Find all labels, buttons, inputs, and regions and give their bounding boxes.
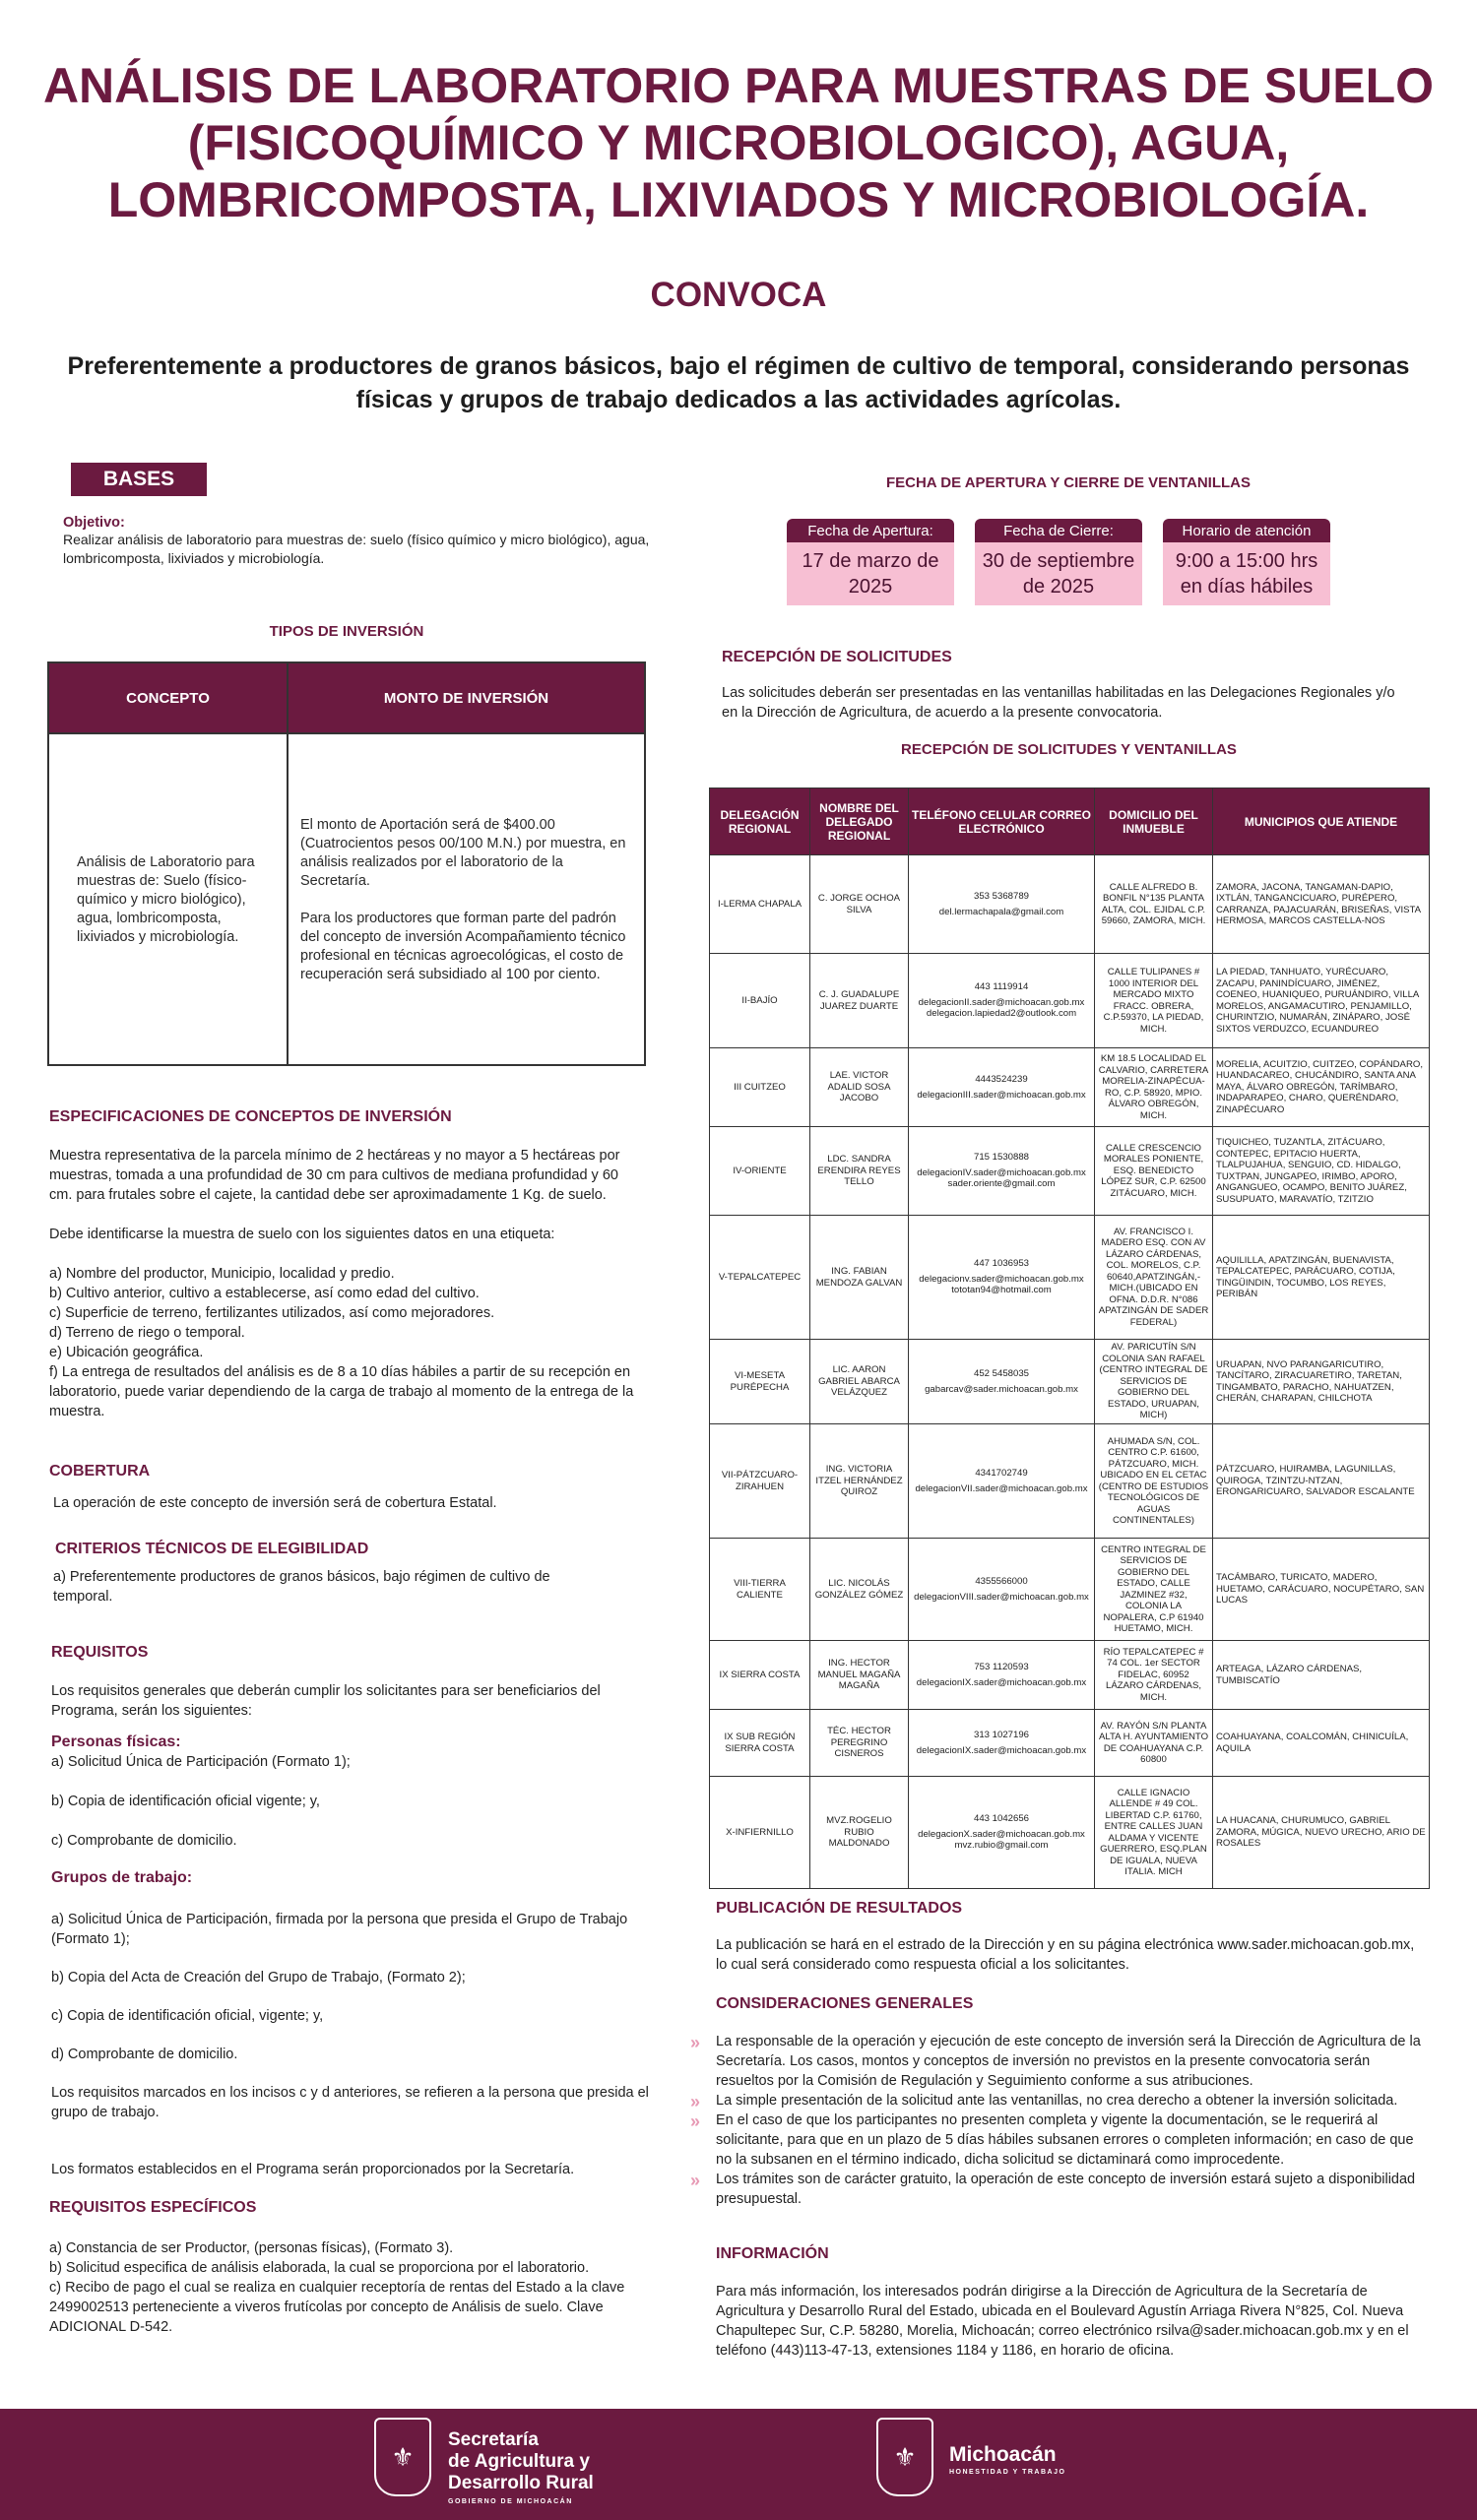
region-cell: IV-ORIENTE	[710, 1127, 810, 1216]
municipios-cell: PÁTZCUARO, HUIRAMBA, LAGUNILLAS, QUIROGA, TZINTZU-NTZAN, ERONGARICUARO, SALVADOR ESCALANTE	[1213, 1424, 1430, 1539]
municipios-cell: ARTEAGA, LÁZARO CÁRDENAS, TUMBISCATÍO	[1213, 1641, 1430, 1710]
investment-table-row	[49, 734, 644, 1066]
domicilio-cell: AV. PARICUTÍN S/N COLONIA SAN RAFAEL (CENTRO INTEGRAL DE SERVICIOS DE GOBIERNO DEL ESTADO, URUAPAN, MICH)	[1095, 1340, 1213, 1424]
fechas-title: FECHA DE APERTURA Y CIERRE DE VENTANILLAS	[885, 474, 1252, 491]
monto-p2: Para los productores que forman parte del padrón del concepto de inversión Acompañamiento técnico profesional en técnicas agroecológicas, el costo de recuperación será subsidiado al 100 por ciento.	[300, 911, 626, 982]
delegado-cell: LAE. VICTOR ADALID SOSA JACOBO	[810, 1048, 909, 1127]
delegado-cell: TÉC. HECTOR PEREGRINO CISNEROS	[810, 1710, 909, 1777]
contacto-cell	[909, 855, 1095, 954]
informacion-title: INFORMACIÓN	[716, 2245, 829, 2262]
fisicas-item: c) Comprobante de domicilio.	[51, 1833, 237, 1849]
region-cell: II-BAJÍO	[710, 954, 810, 1048]
municipios-cell: ZAMORA, JACONA, TANGAMAN-DAPIO, IXTLÁN, TANGANCICUARO, PURÉPERO, CARRANZA, PAJACUARÁN, BRISEÑAS, VISTA HERMOSA, MARCOS CASTELLA-NOS	[1213, 855, 1430, 954]
especificos-item: c) Recibo de pago el cual se realiza en cualquier receptoría de rentas del Estado a la clave 2499002513 perteneciente a viveros frutícolas por concepto de Análisis de suelo. Clave ADICIONAL D-542.	[49, 2280, 625, 2335]
delegation-row	[710, 1216, 1430, 1340]
contacto-cell	[909, 1424, 1095, 1539]
header-telefono: TELÉFONO CELULAR CORREO ELECTRÓNICO	[909, 788, 1095, 855]
grupos-title: Grupos de trabajo:	[51, 1869, 193, 1886]
especificaciones-item: c) Superficie de terreno, fertilizantes utilizados, así como mejoradores.	[49, 1305, 495, 1321]
contacto-cell	[909, 1340, 1095, 1424]
header-delegacion: DELEGACIÓN REGIONAL	[710, 788, 810, 855]
municipios-cell: LA PIEDAD, TANHUATO, YURÉCUARO, ZACAPU, PANINDÍCUARO, JIMÉNEZ, COENEO, HUANIQUEO, PURUÁNDIRO, VILLA MORELOS, ANGAMACUTIRO, PENJAMILLO, CHURINTZIO, NUMARÁN, ZINÁPARO, JOSÉ SIXTOS VERDUZCO, ECUANDUREO	[1213, 954, 1430, 1048]
delegation-row	[710, 1777, 1430, 1889]
region-cell: V-TEPALCATEPEC	[710, 1216, 810, 1340]
apertura-value: 17 de marzo de 2025	[787, 542, 954, 605]
telefono-text: 715 1530888	[973, 1152, 1030, 1164]
domicilio-cell: RÍO TEPALCATEPEC # 74 COL. 1er SECTOR FIDELAC, 60952 LÁZARO CÁRDENAS, MICH.	[1095, 1641, 1213, 1710]
page-title: ANÁLISIS DE LABORATORIO PARA MUESTRAS DE SUELO (FISICOQUÍMICO Y MICROBIOLOGICO), AGUA, LOMBRICOMPOSTA, LIXIVIADOS Y MICROBIOLOGÍA.	[42, 58, 1435, 227]
investment-table-header	[49, 663, 644, 732]
telefono-text: 353 5368789	[973, 891, 1030, 902]
telefono-text: 443 1119914	[974, 981, 1029, 993]
publicacion-text: La publicación se hará en el estrado de la Dirección y en su página electrónica www.sader.michoacan.gob.mx, lo cual será considerado como respuesta oficial a los solicitantes.	[716, 1937, 1415, 1973]
especificos-item: a) Constancia de ser Productor, (personas físicas), (Formato 3).	[49, 2240, 454, 2256]
correo-text: gabarcav@sader.michoacan.gob.mx	[925, 1383, 1078, 1395]
col-concepto: CONCEPTO	[49, 663, 289, 732]
footer	[0, 2409, 1477, 2520]
cobertura-text: La operación de este concepto de inversión será de cobertura Estatal.	[53, 1495, 497, 1511]
contacto-cell	[909, 1127, 1095, 1216]
horario-label: Horario de atención	[1163, 519, 1330, 542]
requisitos-title: REQUISITOS	[51, 1644, 149, 1661]
domicilio-cell: CALLE IGNACIO ALLENDE # 49 COL. LIBERTAD C.P. 61760, ENTRE CALLES JUAN ALDAMA Y VICENTE GUERRERO, ESQ.PLAN DE IGUALA, NUEVA ITALIA. MICH	[1095, 1777, 1213, 1889]
objetivo-title: Objetivo:	[63, 515, 125, 531]
domicilio-cell: CALLE CRESCENCIO MORALES PONIENTE, ESQ. BENEDICTO LÓPEZ SUR, C.P. 62500 ZITÁCUARO, MICH.	[1095, 1127, 1213, 1216]
monto-cell	[289, 734, 644, 1066]
correo-text: delegacionIV.sader@michoacan.gob.mx sader.oriente@gmail.com	[917, 1166, 1086, 1190]
domicilio-cell: AHUMADA S/N, COL. CENTRO C.P. 61600, PÁTZCUARO, MICH. UBICADO EN EL CETAC (CENTRO DE ESTUDIOS TECNOLÓGICOS DE AGUAS CONTINENTALES)	[1095, 1424, 1213, 1539]
region-cell: X-INFIERNILLO	[710, 1777, 810, 1889]
cobertura-title: COBERTURA	[49, 1463, 151, 1480]
correo-text: delegacionII.sader@michoacan.gob.mx delegacion.lapiedad2@outlook.com	[918, 996, 1085, 1020]
especificaciones-p1: Muestra representativa de la parcela mínimo de 2 hectáreas y no mayor a 5 hectáreas por muestras, tomada a una profundidad de 30 cm para cultivos de mediana profundidad y 60 cm. para frutales sobre el cajete, la cantidad debe ser aproximadamente 1 Kg. de suelo.	[49, 1148, 620, 1203]
especificaciones-body	[49, 1146, 640, 1421]
tipos-title: TIPOS DE INVERSIÓN	[269, 623, 424, 640]
monto-p1: El monto de Aportación será de $400.00 (Cuatrocientos pesos 00/100 M.N.) por muestra, en análisis realizados por el laboratorio de la Secretaría.	[300, 817, 626, 889]
municipios-cell: TACÁMBARO, TURICATO, MADERO, HUETAMO, CARÁCUARO, NOCUPÉTARO, SAN LUCAS	[1213, 1539, 1430, 1641]
publicacion-title: PUBLICACIÓN DE RESULTADOS	[716, 1900, 963, 1917]
cierre-value: 30 de septiembre de 2025	[975, 542, 1142, 605]
telefono-text: 4443524239	[975, 1074, 1028, 1085]
delegado-cell: C. J. GUADALUPE JUAREZ DUARTE	[810, 954, 909, 1048]
delegado-cell: ING. FABIAN MENDOZA GALVAN	[810, 1216, 909, 1340]
chevron-right-icon: »	[690, 2111, 701, 2131]
delegado-cell: LIC. AARON GABRIEL ABARCA VELÁZQUEZ	[810, 1340, 909, 1424]
consideracion-item: » Los trámites son de carácter gratuito, la operación de este concepto de inversión estará sujeto a disponibilidad presupuestal.	[690, 2171, 1416, 2207]
requisitos-body	[51, 1681, 652, 2179]
requisitos-formatos: Los formatos establecidos en el Programa serán proporcionados por la Secretaría.	[51, 2162, 575, 2177]
convoca-heading: CONVOCA	[650, 276, 827, 314]
chevron-right-icon: »	[690, 2033, 701, 2052]
domicilio-cell: AV. RAYÓN S/N PLANTA ALTA H. AYUNTAMIENTO DE COAHUAYANA C.P. 60800	[1095, 1710, 1213, 1777]
correo-text: delegacionIII.sader@michoacan.gob.mx	[917, 1089, 1086, 1101]
delegado-cell: LIC. NICOLÁS GONZÁLEZ GÓMEZ	[810, 1539, 909, 1641]
delegations-header-row	[710, 788, 1430, 855]
telefono-text: 313 1027196	[973, 1730, 1030, 1740]
contacto-cell	[909, 1777, 1095, 1889]
delegation-row	[710, 1710, 1430, 1777]
correo-text: delegacionIX.sader@michoacan.gob.mx	[916, 1676, 1087, 1688]
header-municipios: MUNICIPIOS QUE ATIENDE	[1213, 788, 1430, 855]
consideraciones-body	[690, 2032, 1427, 2209]
delegation-row	[710, 1340, 1430, 1424]
domicilio-cell: CALLE ALFREDO B. BONFIL N°135 PLANTA ALTA, COL. EJIDAL C.P. 59660, ZAMORA, MICH.	[1095, 855, 1213, 954]
delegado-cell: C. JORGE OCHOA SILVA	[810, 855, 909, 954]
especificaciones-item: b) Cultivo anterior, cultivo a establecerse, así como edad del cultivo.	[49, 1286, 480, 1301]
correo-text: delegacionX.sader@michoacan.gob.mx mvz.rubio@gmail.com	[918, 1828, 1085, 1852]
investment-table	[47, 662, 646, 1066]
recepcion-text: Las solicitudes deberán ser presentadas en las ventanillas habilitadas en las Delegaciones Regionales y/o en la Dirección de Agricultura, de acuerdo a la presente convocatoria.	[722, 685, 1395, 721]
grupos-item: d) Comprobante de domicilio.	[51, 2047, 238, 2062]
grupos-item: c) Copia de identificación oficial, vigente; y,	[51, 2008, 324, 2024]
col-monto: MONTO DE INVERSIÓN	[383, 689, 549, 707]
cierre-label: Fecha de Cierre:	[975, 519, 1142, 542]
consideracion-item: » En el caso de que los participantes no presenten completa y vigente la documentación, se le requerirá al solicitante, para que en un plazo de 5 días hábiles subsanen errores o completen información; en caso de que no la subsanen en el término indicado, dicha solicitud se dictaminará como improcedente.	[690, 2111, 1414, 2168]
horario-value: 9:00 a 15:00 hrs en días hábiles	[1163, 542, 1330, 605]
recepcion-table-title: RECEPCIÓN DE SOLICITUDES Y VENTANILLAS	[901, 741, 1237, 758]
region-cell: III CUITZEO	[710, 1048, 810, 1127]
consideraciones-title: CONSIDERACIONES GENERALES	[716, 1995, 974, 2012]
municipios-cell: COAHUAYANA, COALCOMÁN, CHINICUÍLA, AQUILA	[1213, 1710, 1430, 1777]
correo-text: delegacionIX.sader@michoacan.gob.mx	[916, 1744, 1087, 1756]
contacto-cell	[909, 1641, 1095, 1710]
sader-shield-icon: ⚜	[374, 2418, 431, 2496]
grupos-item: b) Copia del Acta de Creación del Grupo de Trabajo, (Formato 2);	[51, 1970, 466, 1985]
header-domicilio: DOMICILIO DEL INMUEBLE	[1095, 788, 1213, 855]
delegation-row	[710, 855, 1430, 954]
requisitos-intro: Los requisitos generales que deberán cumplir los solicitantes para ser beneficiarios del Programa, serán los siguientes:	[51, 1683, 601, 1719]
objetivo-section	[63, 515, 674, 568]
domicilio-cell: CALLE TULIPANES # 1000 INTERIOR DEL MERCADO MIXTO FRACC. OBRERA, C.P.59370, LA PIEDAD, MICH.	[1095, 954, 1213, 1048]
especificaciones-title: ESPECIFICACIONES DE CONCEPTOS DE INVERSIÓN	[49, 1108, 452, 1125]
fisicas-title: Personas físicas:	[51, 1733, 181, 1750]
fisicas-item: a) Solicitud Única de Participación (Formato 1);	[51, 1754, 351, 1770]
region-cell: VIII-TIERRA CALIENTE	[710, 1539, 810, 1641]
especificos-title: REQUISITOS ESPECÍFICOS	[49, 2199, 257, 2216]
domicilio-cell: AV. FRANCISCO I. MADERO ESQ. CON AV LÁZARO CÁRDENAS, COL. MORELOS, C.P. 60640,APATZINGÁN,-MICH.(UBICADO EN OFNA. D.D.R. N°086 APATZINGÁN DE SADER FEDERAL)	[1095, 1216, 1213, 1340]
municipios-cell: AQUILILLA, APATZINGÁN, BUENAVISTA, TEPALCATEPEC, PARÁCUARO, COTIJA, TINGÜINDIN, TOCUMBO, LOS REYES, PERIBÁN	[1213, 1216, 1430, 1340]
correo-text: delegacionVII.sader@michoacan.gob.mx	[915, 1482, 1088, 1494]
domicilio-cell: CENTRO INTEGRAL DE SERVICIOS DE GOBIERNO DEL ESTADO, CALLE JAZMINEZ #32, COLONIA LA NOPALERA, C.P 61940 HUETAMO, MICH.	[1095, 1539, 1213, 1641]
especificaciones-p2: Debe identificarse la muestra de suelo con los siguientes datos en una etiqueta:	[49, 1227, 555, 1242]
region-cell: VII-PÁTZCUARO-ZIRAHUEN	[710, 1424, 810, 1539]
preferente-text: Preferentemente a productores de granos básicos, bajo el régimen de cultivo de temporal, considerando personas físicas y grupos de trabajo dedicados a las actividades agrícolas.	[67, 352, 1410, 413]
region-cell: VI-MESETA PURÉPECHA	[710, 1340, 810, 1424]
telefono-text: 447 1036953	[973, 1258, 1030, 1270]
especificaciones-item: e) Ubicación geográfica.	[49, 1345, 204, 1360]
consideracion-item: » La simple presentación de la solicitud ante las ventanillas, no crea derecho a obtener la inversión solicitada.	[690, 2092, 1398, 2111]
region-cell: IX SUB REGIÓN SIERRA COSTA	[710, 1710, 810, 1777]
contacto-cell	[909, 1048, 1095, 1127]
region-cell: IX SIERRA COSTA	[710, 1641, 810, 1710]
informacion-text: Para más información, los interesados podrán dirigirse a la Dirección de Agricultura de la Secretaría de Agricultura y Desarrollo Rural del Estado, ubicada en el Boulevard Agustín Arriaga Rivera N°825, Col. Nueva Chapultepec Sur, C.P. 58280, Morelia, Michoacán; correo electrónico rsilva@sader.michoacan.gob.mx y en el teléfono (443)113-47-13, extensiones 1184 y 1186, en horario de oficina.	[716, 2284, 1409, 2359]
consideracion-item: » La responsable de la operación y ejecución de este concepto de inversión será la Dirección de Agricultura de la Secretaría. Los casos, montos y conceptos de inversión no previstos en la presente convocatoria serán resueltos por la Comisión de Regulación y Seguimiento conforme a sus atribuciones.	[690, 2033, 1421, 2089]
criterios-text: a) Preferentemente productores de granos básicos, bajo régimen de cultivo de temporal.	[53, 1569, 550, 1605]
grupos-item: a) Solicitud Única de Participación, firmada por la persona que presida el Grupo de Trabajo (Formato 1);	[51, 1912, 628, 1947]
delegation-row	[710, 1127, 1430, 1216]
municipios-cell: LA HUACANA, CHURUMUCO, GABRIEL ZAMORA, MÚGICA, NUEVO URECHO, ARIO DE ROSALES	[1213, 1777, 1430, 1889]
correo-text: del.lermachapala@gmail.com	[938, 906, 1064, 917]
delegation-row	[710, 954, 1430, 1048]
fisicas-item: b) Copia de identificación oficial vigente; y,	[51, 1794, 320, 1809]
chevron-right-icon: »	[690, 2171, 701, 2190]
delegation-row	[710, 1641, 1430, 1710]
delegado-cell: ING. HECTOR MANUEL MAGAÑA MAGAÑA	[810, 1641, 909, 1710]
delegation-row	[710, 1539, 1430, 1641]
region-cell: I-LERMA CHAPALA	[710, 855, 810, 954]
telefono-text: 443 1042656	[973, 1813, 1030, 1825]
municipios-cell: URUAPAN, NVO PARANGARICUTIRO, TANCÍTARO, ZIRACUARETIRO, TARETAN, TINGAMBATO, PARACHO, NAHUATZEN, CHERÁN, CHARAPAN, CHILCHOTA	[1213, 1340, 1430, 1424]
telefono-text: 753 1120593	[974, 1662, 1029, 1672]
sader-logo-text: Secretaría de Agricultura y Desarrollo Rural GOBIERNO DE MICHOACÁN	[448, 2429, 594, 2505]
contacto-cell	[909, 1216, 1095, 1340]
telefono-text: 4341702749	[975, 1468, 1028, 1479]
municipios-cell: MORELIA, ACUITZIO, CUITZEO, COPÁNDARO, HUANDACAREO, CHUCÁNDIRO, SANTA ANA MAYA, ÁLVARO OBREGÓN, TARÍMBARO, INDAPARAPEO, CHARO, QUERÉNDARO, ZINAPÉCUARO	[1213, 1048, 1430, 1127]
delegation-row	[710, 1424, 1430, 1539]
contacto-cell	[909, 1710, 1095, 1777]
especificos-item: b) Solicitud especifica de análisis elaborada, la cual se proporciona por el laboratorio.	[49, 2260, 590, 2276]
apertura-box	[787, 519, 954, 605]
telefono-text: 452 5458035	[973, 1368, 1030, 1379]
especificaciones-item: f) La entrega de resultados del análisis es de 8 a 10 días hábiles a partir de su recepción en laboratorio, puede variar dependiendo de la carga de trabajo al momento de la entrega de la muestra.	[49, 1364, 634, 1419]
horario-box	[1163, 519, 1330, 605]
recepcion-title: RECEPCIÓN DE SOLICITUDES	[722, 649, 952, 665]
criterios-title: CRITERIOS TÉCNICOS DE ELEGIBILIDAD	[55, 1541, 369, 1557]
contacto-cell	[909, 1539, 1095, 1641]
correo-text: delegacionVIII.sader@michoacan.gob.mx	[914, 1591, 1089, 1603]
especificos-body	[49, 2238, 650, 2337]
requisitos-nota: Los requisitos marcados en los incisos c y d anteriores, se refieren a la persona que presida el grupo de trabajo.	[51, 2085, 649, 2120]
telefono-text: 4355566000	[975, 1576, 1028, 1587]
bases-badge: BASES	[71, 463, 207, 496]
cierre-box	[975, 519, 1142, 605]
objetivo-text: Realizar análisis de laboratorio para muestras de: suelo (físico químico y micro biológico), agua, lombricomposta, lixiviados y microbiología.	[63, 532, 650, 566]
michoacan-logo-text: Michoacán HONESTIDAD Y TRABAJO	[949, 2443, 1066, 2476]
domicilio-cell: KM 18.5 LOCALIDAD EL CALVARIO, CARRETERA MORELIA-ZINAPÉCUA-RO, C.P. 58920, MPIO. ÁLVARO OBREGÓN, MICH.	[1095, 1048, 1213, 1127]
municipios-cell: TIQUICHEO, TUZANTLA, ZITÁCUARO, CONTEPEC, EPITACIO HUERTA, TLALPUJAHUA, SENGUIO, CD. HIDALGO, TUXTPAN, JUNGAPEO, IRIMBO, APORO, ANGANGUEO, OCAMPO, BENITO JUÁREZ, SUSUPUATO, MARAVATÍO, TZITZIO	[1213, 1127, 1430, 1216]
delegation-row	[710, 1048, 1430, 1127]
contacto-cell	[909, 954, 1095, 1048]
especificaciones-item: d) Terreno de riego o temporal.	[49, 1325, 245, 1341]
michoacan-shield-icon: ⚜	[876, 2418, 933, 2496]
apertura-label: Fecha de Apertura:	[787, 519, 954, 542]
header-delegado: NOMBRE DEL DELEGADO REGIONAL	[810, 788, 909, 855]
chevron-right-icon: »	[690, 2092, 701, 2111]
concepto-cell: Análisis de Laboratorio para muestras de: Suelo (físico-químico y micro biológico), agua, lombricomposta, lixiviados y microbiología.	[49, 734, 289, 1066]
correo-text: delegacionv.sader@michoacan.gob.mx tototan94@hotmail.com	[919, 1273, 1084, 1296]
especificaciones-item: a) Nombre del productor, Municipio, localidad y predio.	[49, 1266, 395, 1282]
delegado-cell: ING. VICTORIA ITZEL HERNÁNDEZ QUIROZ	[810, 1424, 909, 1539]
delegations-table	[709, 788, 1430, 1889]
delegado-cell: MVZ.ROGELIO RUBIO MALDONADO	[810, 1777, 909, 1889]
delegado-cell: LDC. SANDRA ERENDIRA REYES TELLO	[810, 1127, 909, 1216]
